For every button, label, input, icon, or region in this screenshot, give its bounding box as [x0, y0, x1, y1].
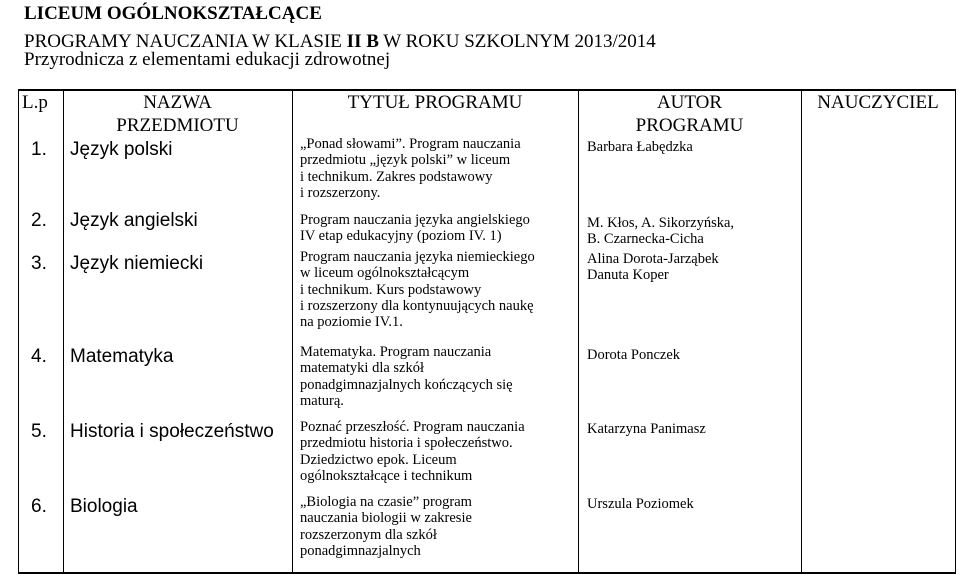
program-title: „Ponad słowami”. Program nauczania przedmiotu „język polski” w liceum i technikum. Zakres podstawowy i rozszerzony. — [300, 136, 521, 201]
table-border-left — [18, 89, 19, 574]
column-divider — [578, 89, 579, 574]
school-name: LICEUM OGÓLNOKSZTAŁCĄCE — [24, 3, 322, 24]
row-number: 3. — [31, 253, 47, 274]
program-author: Alina Dorota-Jarząbek Danuta Koper — [587, 251, 719, 284]
program-author: Barbara Łabędzka — [587, 139, 693, 155]
header-subject-line2: PRZEDMIOTU — [116, 115, 239, 136]
header-program: TYTUŁ PROGRAMU — [347, 92, 523, 113]
header-author-line1: AUTOR — [656, 92, 723, 113]
title-prefix: PROGRAMY NAUCZANIA W KLASIE — [24, 31, 347, 52]
subject-name: Matematyka — [70, 346, 174, 367]
program-author: Dorota Ponczek — [587, 347, 681, 363]
header-author-line2: PROGRAMU — [635, 115, 744, 136]
program-title: „Biologia na czasie” program nauczania biologii w zakresie rozszerzonym dla szkół ponadgimnazjalnych — [300, 494, 472, 559]
program-author: Urszula Poziomek — [587, 496, 694, 512]
row-number: 5. — [31, 421, 47, 442]
row-number: 1. — [31, 139, 47, 160]
program-title: Program nauczania języka angielskiego IV etap edukacyjny (poziom IV. 1) — [300, 212, 530, 245]
program-author: Katarzyna Panimasz — [587, 421, 706, 437]
header-subject-line1: NAZWA — [143, 92, 212, 113]
header-lp: L.p — [22, 92, 48, 113]
row-number: 4. — [31, 346, 47, 367]
program-title: Matematyka. Program nauczania matematyki dla szkół ponadgimnazjalnych kończących się maturą. — [300, 344, 513, 409]
subject-name: Język niemiecki — [70, 253, 204, 274]
subject-name: Biologia — [70, 496, 138, 517]
program-author: M. Kłos, A. Sikorzyńska, B. Czarnecka-Cicha — [587, 215, 735, 248]
column-divider — [801, 89, 802, 574]
column-divider — [63, 89, 64, 574]
header-teacher: NAUCZYCIEL — [817, 92, 939, 113]
column-divider — [292, 89, 293, 574]
class-profile: Przyrodnicza z elementami edukacji zdrowotnej — [24, 49, 391, 70]
program-title: Poznać przeszłość. Program nauczania przedmiotu historia i społeczeństwo. Dziedzictwo epok. Liceum ogólnokształcące i technikum — [300, 419, 525, 484]
programs-table — [18, 89, 956, 574]
table-border-right — [955, 89, 956, 574]
subject-name: Historia i społeczeństwo — [70, 421, 274, 442]
program-title: Program nauczania języka niemieckiego w liceum ogólnokształcącym i technikum. Kurs podstawowy i rozszerzony dla kontynuujących naukę na poziomie IV.1. — [300, 249, 535, 331]
title-suffix: W ROKU SZKOLNYM 2013/2014 — [378, 31, 656, 52]
subject-name: Język polski — [70, 139, 173, 160]
row-number: 6. — [31, 496, 47, 517]
class-name: II B — [346, 31, 379, 52]
row-number: 2. — [31, 210, 47, 231]
subject-name: Język angielski — [70, 210, 198, 231]
